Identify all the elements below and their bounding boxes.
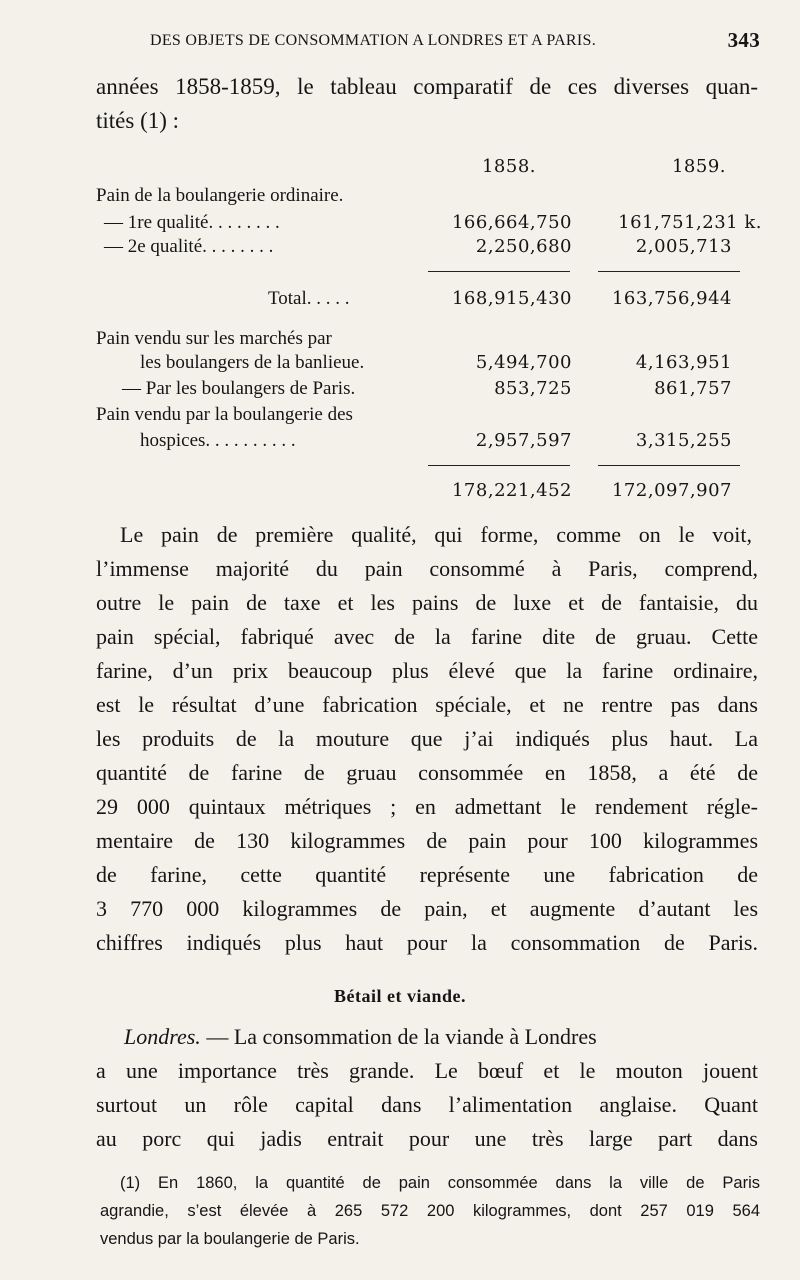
- row-label: Pain vendu par la boulangerie des: [96, 404, 353, 425]
- text-line: Le pain de première qualité, qui forme, comme on le voit,: [120, 522, 752, 547]
- table-row: [96, 212, 762, 238]
- value-1858: 166,664,750: [451, 212, 572, 233]
- table-row: [96, 185, 762, 211]
- row-label: Total. . . . .: [268, 288, 350, 309]
- section-heading: Bétail et viande.: [334, 986, 466, 1006]
- table-row: [96, 288, 762, 314]
- table-row: [96, 236, 762, 262]
- value-1858: 2,957,597: [475, 430, 572, 451]
- value-1859: 861,757: [654, 378, 732, 399]
- row-label: les boulangers de la banlieue.: [140, 352, 365, 373]
- grand-total-1858: 178,221,452: [451, 480, 572, 501]
- footnote-line: (1) En 1860, la quantité de pain consommée dans la ville de Paris: [120, 1174, 760, 1192]
- intro-line: tités (1) :: [96, 108, 180, 133]
- text-line: 29 000 quintaux métriques ; en admettant le rendement régle-: [96, 794, 758, 819]
- grand-total-1859: 172,097,907: [611, 480, 732, 501]
- text-line: [124, 1024, 756, 1050]
- row-label: — 2e qualité. . . . . . . .: [104, 236, 274, 257]
- table-row: [96, 328, 762, 354]
- running-head-title: DES OBJETS DE CONSOMMATION A LONDRES ET A PARIS.: [150, 32, 597, 49]
- value-1858: 2,250,680: [475, 236, 572, 257]
- text-run: — La consommation de la viande à Londres: [200, 1024, 597, 1049]
- table-row: [96, 378, 762, 404]
- value-1859: 161,751,231 k.: [618, 212, 762, 233]
- row-label: — 1re qualité. . . . . . . .: [104, 212, 280, 233]
- column-header-1859: 1859.: [671, 156, 726, 177]
- text-line: pain spécial, fabriqué avec de la farine dite de gruau. Cette: [96, 624, 758, 649]
- table-header-row: [96, 156, 762, 182]
- value-1859: 163,756,944: [611, 288, 732, 309]
- text-line: quantité de farine de gruau consommée en 1858, a été de: [96, 760, 758, 785]
- subtotal-rule: [428, 271, 570, 272]
- text-line: est le résultat d’une fabrication spéciale, et ne rentre pas dans: [96, 692, 758, 717]
- text-line: au porc qui jadis entrait pour une très large part dans: [96, 1126, 758, 1151]
- text-line: 3 770 000 kilogrammes de pain, et augmente d’autant les: [96, 896, 758, 921]
- row-label: — Par les boulangers de Paris.: [122, 378, 356, 399]
- column-header-1858: 1858.: [481, 156, 536, 177]
- table-row: [96, 430, 762, 456]
- text-line: l’immense majorité du pain consommé à Paris, comprend,: [96, 556, 758, 581]
- text-line: surtout un rôle capital dans l’alimentation anglaise. Quant: [96, 1092, 758, 1117]
- text-line: outre le pain de taxe et les pains de luxe et de fantaisie, du: [96, 590, 758, 615]
- row-label: hospices. . . . . . . . . .: [140, 430, 296, 451]
- value-1858: 168,915,430: [451, 288, 572, 309]
- value-1858: 5,494,700: [475, 352, 572, 373]
- text-line: mentaire de 130 kilogrammes de pain pour 100 kilogrammes: [96, 828, 758, 853]
- value-1859: 3,315,255: [635, 430, 732, 451]
- text-line: de farine, cette quantité représente une fabrication de: [96, 862, 758, 887]
- value-1858: 853,725: [494, 378, 572, 399]
- italic-place-name: Londres.: [124, 1024, 201, 1049]
- table-row: [96, 404, 762, 430]
- text-line: a une importance très grande. Le bœuf et le mouton jouent: [96, 1058, 758, 1083]
- page-number: 343: [727, 28, 760, 52]
- value-1859: 4,163,951: [635, 352, 732, 373]
- table-row: [96, 480, 762, 506]
- value-1859: 2,005,713: [635, 236, 732, 257]
- row-label: Pain vendu sur les marchés par: [96, 328, 332, 349]
- grand-total-rule: [598, 465, 740, 466]
- intro-line: années 1858-1859, le tableau comparatif de ces diverses quan-: [96, 74, 758, 99]
- text-line: chiffres indiqués plus haut pour la consommation de Paris.: [96, 930, 758, 955]
- footnote-line: agrandie, s’est élevée à 265 572 200 kilogrammes, dont 257 019 564: [100, 1202, 760, 1220]
- text-line: les produits de la mouture que j’ai indiqués plus haut. La: [96, 726, 758, 751]
- footnote-line: vendus par la boulangerie de Paris.: [100, 1230, 360, 1248]
- table-row: [96, 352, 762, 378]
- subtotal-rule: [598, 271, 740, 272]
- text-line: farine, d’un prix beaucoup plus élevé que la farine ordinaire,: [96, 658, 758, 683]
- grand-total-rule: [428, 465, 570, 466]
- row-label: Pain de la boulangerie ordinaire.: [96, 185, 344, 206]
